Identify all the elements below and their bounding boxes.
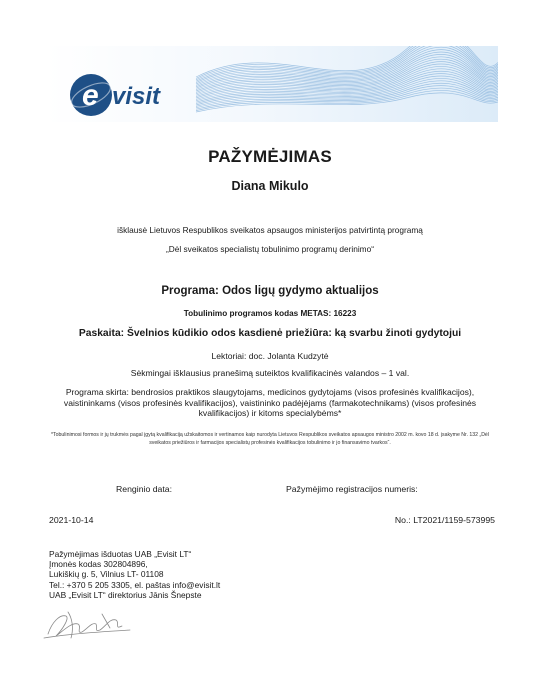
issuer-address: Lukiškių g. 5, Vilnius LT- 01108	[49, 569, 164, 580]
issuer-director: UAB „Evisit LT“ direktorius Jānis Šnepste	[49, 589, 202, 600]
lecturers-line: Lektoriai: doc. Jolanta Kudzytė	[211, 351, 329, 361]
svg-text:visit: visit	[112, 83, 161, 110]
recipient-name: Diana Mikulo	[231, 179, 309, 193]
program-title: Programa: Odos ligų gydymo aktualijos	[161, 285, 379, 297]
program-code: Tobulinimo programos kodas METAS: 16223	[183, 309, 357, 318]
qualification-hours-line: Sėkmingai išklausius pranešimą suteiktos kvalifikacinės valandos – 1 val.	[130, 368, 410, 378]
lecture-title: Paskaita: Švelnios kūdikio odos kasdienė priežiūra: ką svarbu žinoti gydytojui	[78, 328, 462, 339]
issuer-contacts: Tel.: +370 5 205 3305, el. paštas info@evisit.lt	[49, 579, 221, 590]
intended-audience: Programa skirta: bendrosios praktikos slaugytojams, medicinos gydytojams (visos profesinės kvalifikacijos), vaistininkams (visos profesinės kvalifikacijos), vaistininko padėjėjams (farmakotechnikams) (visos profesinės kvalifikacijos) ir kitoms specialybėms*	[63, 387, 477, 419]
registration-number-value: No.: LT2021/1159-573995	[394, 515, 495, 525]
intro-regulation-title: „Dėl sveikatos specialistų tobulinimo programų derinimo“	[166, 244, 374, 254]
svg-text:e: e	[82, 79, 99, 112]
footnote: *Tobulinimosi formos ir jų trukmės pagal įgytą kvalifikaciją užskaitomos ir vertinamos kaip nurodyta Lietuvos Respublikos sveikatos apsaugos ministro 2002 m. kovo 18 d. įsakyme Nr. 132 „Dėl sveikatos priežiūros ir farmacijos specialistų profesinės kvalifikacijos tobulinimo ir jo finansavimo tvarkos“.	[51, 432, 489, 447]
issuer-block	[49, 549, 220, 600]
director-signature	[38, 604, 138, 644]
event-date-value: 2021-10-14	[49, 515, 94, 525]
intro-line: išklausė Lietuvos Respublikos sveikatos apsaugos ministerijos patvirtintą programą	[117, 225, 423, 235]
evisit-logo	[68, 72, 176, 118]
issuer-company-code: Įmonės kodas 302804896,	[49, 559, 148, 570]
registration-number-label: Pažymėjimo registracijos numeris:	[286, 484, 418, 494]
certificate-title: PAŽYMĖJIMAS	[208, 147, 332, 166]
issuer-company: Pažymėjimas išduotas UAB „Evisit LT“	[49, 549, 192, 559]
event-date-label: Renginio data:	[116, 484, 173, 494]
